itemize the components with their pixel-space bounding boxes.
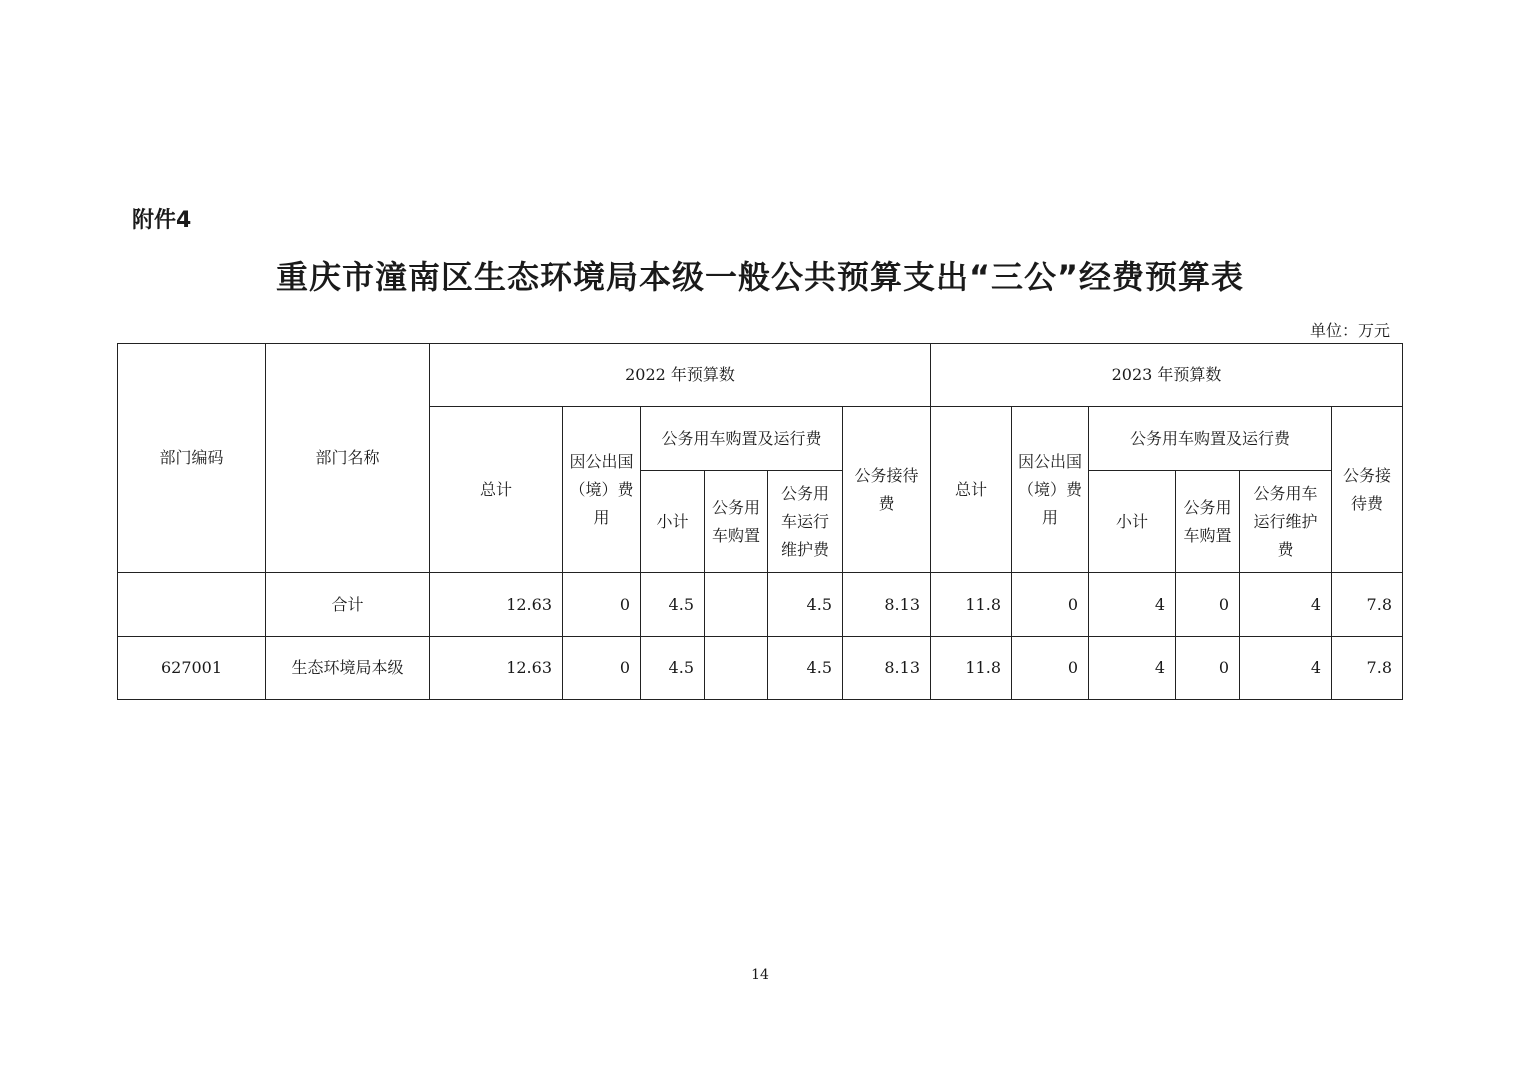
cell-2022-purchase	[705, 573, 768, 637]
cell-2022-abroad: 0	[563, 637, 641, 700]
header-2023-vehicle-group: 公务用车购置及运行费	[1089, 407, 1332, 471]
header-dept-name: 部门名称	[266, 344, 430, 573]
cell-2022-reception: 8.13	[843, 637, 931, 700]
cell-2023-maintenance: 4	[1240, 637, 1332, 700]
header-2023-maintenance: 公务用车运行维护费	[1240, 471, 1332, 573]
header-2022-reception: 公务接待费	[843, 407, 931, 573]
cell-2022-maintenance: 4.5	[768, 637, 843, 700]
header-2023-reception: 公务接待费	[1332, 407, 1403, 573]
cell-2023-total: 11.8	[931, 573, 1012, 637]
header-year-2022: 2022 年预算数	[430, 344, 931, 407]
cell-2023-abroad: 0	[1012, 573, 1089, 637]
header-2023-abroad: 因公出国（境）费用	[1012, 407, 1089, 573]
header-dept-code: 部门编码	[118, 344, 266, 573]
table-row-total	[118, 573, 1403, 637]
header-2022-purchase: 公务用车购置	[705, 471, 768, 573]
header-2022-subtotal: 小计	[641, 471, 705, 573]
cell-2022-subtotal: 4.5	[641, 573, 705, 637]
cell-2022-subtotal: 4.5	[641, 637, 705, 700]
attachment-label: 附件4	[132, 208, 192, 233]
budget-table	[117, 343, 1403, 700]
cell-2023-total: 11.8	[931, 637, 1012, 700]
header-2023-total: 总计	[931, 407, 1012, 573]
cell-2022-purchase	[705, 637, 768, 700]
cell-2022-total: 12.63	[430, 573, 563, 637]
cell-2022-maintenance: 4.5	[768, 573, 843, 637]
header-2022-abroad: 因公出国（境）费用	[563, 407, 641, 573]
header-2022-vehicle-group: 公务用车购置及运行费	[641, 407, 843, 471]
cell-code: 627001	[118, 637, 266, 700]
header-2022-maintenance: 公务用车运行维护费	[768, 471, 843, 573]
cell-2023-subtotal: 4	[1089, 573, 1176, 637]
cell-2022-abroad: 0	[563, 573, 641, 637]
cell-name: 合计	[266, 573, 430, 637]
cell-code	[118, 573, 266, 637]
cell-2023-reception: 7.8	[1332, 637, 1403, 700]
page-number: 14	[751, 967, 769, 983]
cell-2023-purchase: 0	[1176, 573, 1240, 637]
cell-2023-abroad: 0	[1012, 637, 1089, 700]
cell-2023-purchase: 0	[1176, 637, 1240, 700]
header-2023-purchase: 公务用车购置	[1176, 471, 1240, 573]
cell-name: 生态环境局本级	[266, 637, 430, 700]
header-2022-total: 总计	[430, 407, 563, 573]
page-title: 重庆市潼南区生态环境局本级一般公共预算支出“三公”经费预算表	[275, 258, 1245, 296]
cell-2023-subtotal: 4	[1089, 637, 1176, 700]
table-row	[118, 637, 1403, 700]
header-year-2023: 2023 年预算数	[931, 344, 1403, 407]
cell-2023-maintenance: 4	[1240, 573, 1332, 637]
header-2023-subtotal: 小计	[1089, 471, 1176, 573]
cell-2022-total: 12.63	[430, 637, 563, 700]
cell-2022-reception: 8.13	[843, 573, 931, 637]
unit-label: 单位：万元	[1309, 321, 1390, 340]
cell-2023-reception: 7.8	[1332, 573, 1403, 637]
